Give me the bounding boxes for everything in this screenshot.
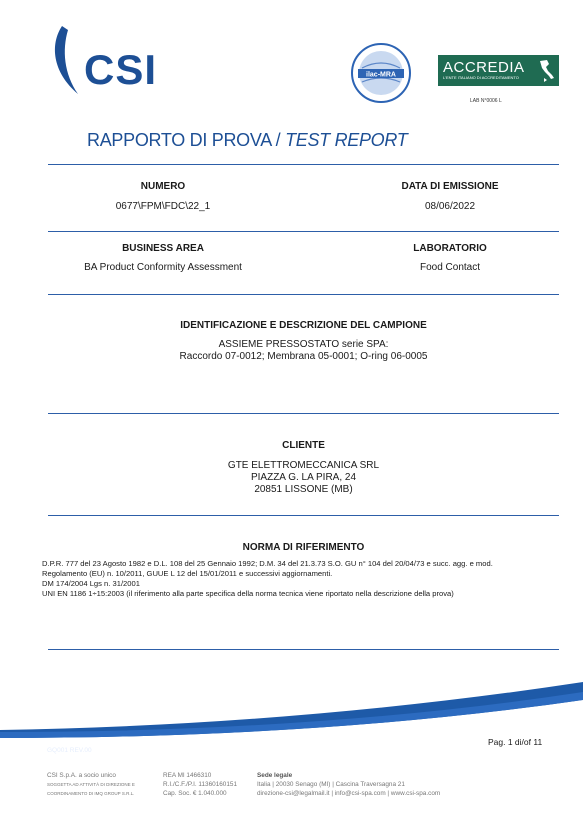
ilac-mra-text: ilac-MRA (366, 71, 396, 79)
csi-logo-text: CSI (84, 46, 158, 93)
footer-company-line: SOGGETTA AD ATTIVITÀ DI DIREZIONE E (47, 781, 135, 787)
footer-legal-title: Sede legale (257, 772, 293, 779)
divider-3 (48, 294, 559, 295)
data-emissione-label: DATA DI EMISSIONE (401, 181, 499, 192)
business-area-value: BA Product Conformity Assessment (84, 262, 242, 273)
norma-line: Regolamento (EU) n. 10/2011, GUUE L 12 del 15/01/2011 e successivi aggiornamenti. (42, 569, 333, 578)
norma-label: NORMA DI RIFERIMENTO (242, 542, 365, 553)
italy-map-icon (537, 59, 555, 83)
accredia-subtitle: L'ENTE ITALIANO DI ACCREDITAMENTO (443, 75, 519, 80)
form-code: GQ001 REV.00 (47, 747, 92, 754)
footer-company-line: COORDINAMENTO DI IMQ GROUP S.R.L. (47, 790, 135, 796)
divider-1 (48, 164, 559, 165)
report-title-main: RAPPORTO DI PROVA / (87, 130, 286, 150)
footer-registry-info (163, 772, 237, 798)
accredia-logo (438, 55, 559, 86)
footer-registry-line: Cap. Soc. € 1.040.000 (163, 789, 227, 797)
numero-value: 0677\FPM\FDC\22_1 (115, 201, 211, 212)
sample-description (48, 339, 559, 363)
business-area-label: BUSINESS AREA (122, 243, 204, 254)
client-address (48, 460, 559, 496)
footer-registry-line: R.I./C.F./P.I. 11360160151 (163, 780, 238, 788)
sample-line-1: ASSIEME PRESSOSTATO serie SPA: (218, 339, 389, 350)
accreditation-lab-number: LAB N°0006 L (470, 98, 502, 104)
report-title (87, 130, 407, 151)
sample-line-2: Raccordo 07-0012; Membrana 05-0001; O-ring 06-0005 (179, 351, 428, 362)
footer-company-info (47, 772, 135, 798)
norma-list (42, 559, 562, 599)
footer-registry-line: REA MI 1466310 (163, 772, 212, 779)
footer-legal-line: direzione-csi@legalmail.it | info@csi-spa.com | www.csi-spa.com (257, 789, 441, 797)
numero-label: NUMERO (140, 181, 186, 192)
accredia-name: ACCREDIA (443, 59, 525, 76)
client-label: CLIENTE (282, 440, 325, 451)
divider-5 (48, 515, 559, 516)
page-number: Pag. 1 di/of 11 (488, 737, 543, 747)
client-city: 20851 LISSONE (MB) (254, 484, 353, 495)
divider-4 (48, 413, 559, 414)
divider-2 (48, 231, 559, 232)
data-emissione-value: 08/06/2022 (424, 201, 476, 212)
csi-logo (48, 22, 178, 100)
client-name: GTE ELETTROMECCANICA SRL (227, 460, 380, 471)
laboratorio-value: Food Contact (419, 262, 481, 273)
norma-line: D.P.R. 777 del 23 Agosto 1982 e D.L. 108 del 25 Gennaio 1992; D.M. 34 del 21.3.73 S.O. GU n° 104 del 20/04/73 e succ. agg. e mod. (42, 559, 493, 568)
accredia-text-block (443, 60, 525, 81)
norma-line: UNI EN 1186 1÷15:2003 (il riferimento alla parte specifica della norma tecnica viene riportato nella descrizione della prova) (42, 589, 454, 598)
report-title-italic: TEST REPORT (285, 130, 408, 150)
footer-legal-seat (257, 772, 440, 798)
footer-company-line: CSI S.p.A. a socio unico (47, 772, 116, 779)
norma-line: DM 174/2004 Lgs n. 31/2001 (42, 579, 140, 588)
laboratorio-label: LABORATORIO (413, 243, 487, 254)
csi-logo-swoosh (55, 26, 78, 94)
footer-legal-line: Italia | 20030 Senago (MI) | Cascina Traversagna 21 (257, 780, 405, 788)
divider-6 (48, 649, 559, 650)
ilac-mra-seal (350, 42, 412, 104)
sample-label: IDENTIFICAZIONE E DESCRIZIONE DEL CAMPIONE (180, 320, 427, 331)
client-street: PIAZZA G. LA PIRA, 24 (250, 472, 357, 483)
